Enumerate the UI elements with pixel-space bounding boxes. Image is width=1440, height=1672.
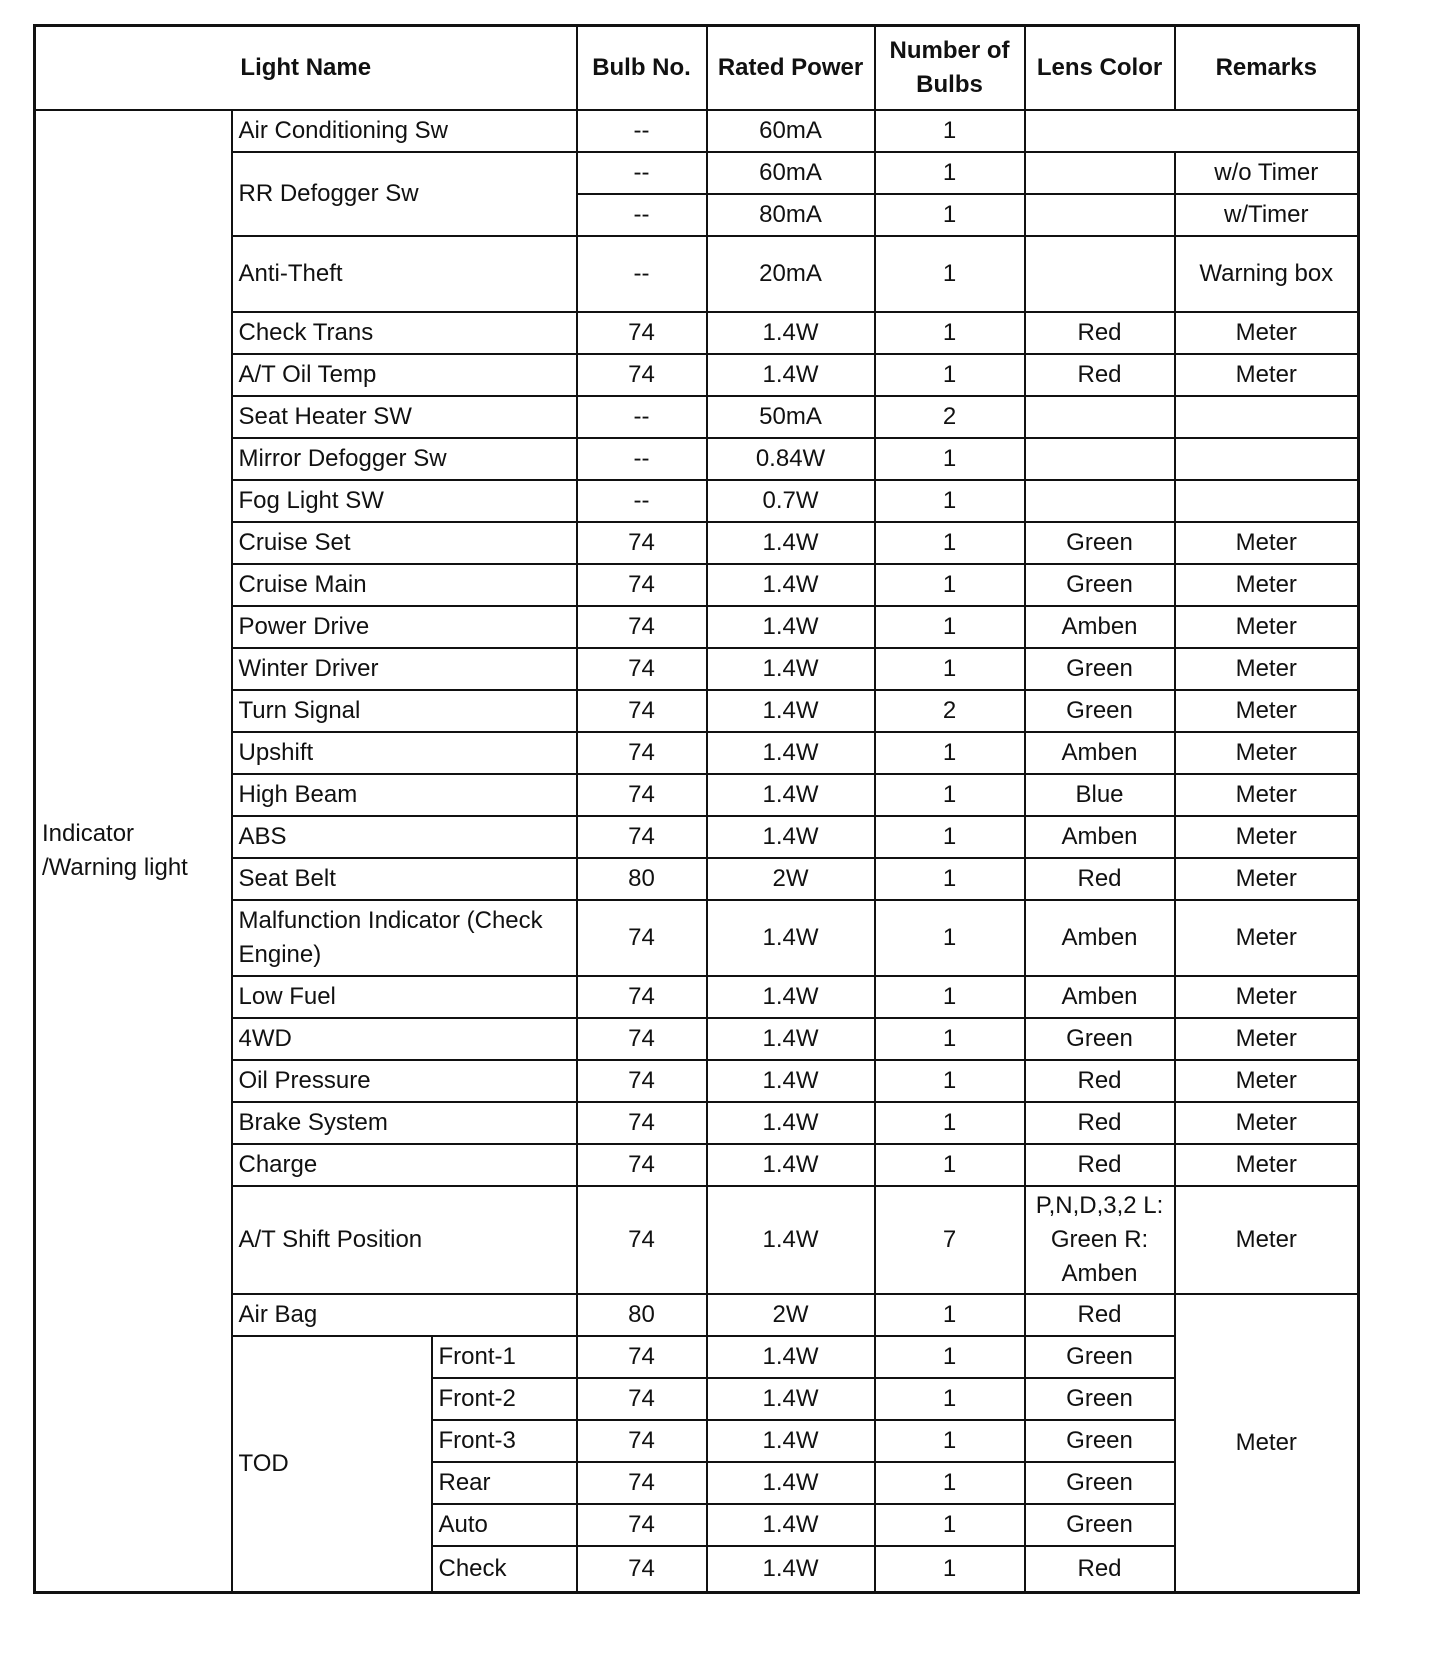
lens-color: Green — [1025, 1378, 1175, 1420]
light-name: Low Fuel — [232, 976, 577, 1018]
bulb-count: 1 — [875, 1420, 1025, 1462]
bulb-count: 1 — [875, 976, 1025, 1018]
remarks: Meter — [1175, 690, 1359, 732]
table-row — [35, 774, 1359, 816]
bulb-no: 74 — [577, 1546, 707, 1593]
rated-power: 50mA — [707, 396, 875, 438]
lens-color: Red — [1025, 354, 1175, 396]
table-row — [35, 110, 1359, 152]
rated-power: 1.4W — [707, 1378, 875, 1420]
light-name: Winter Driver — [232, 648, 577, 690]
light-name: Seat Belt — [232, 858, 577, 900]
bulb-no: 74 — [577, 648, 707, 690]
bulb-count: 1 — [875, 648, 1025, 690]
light-name: A/T Shift Position — [232, 1186, 577, 1294]
lens-color: Red — [1025, 1144, 1175, 1186]
lens-color — [1025, 236, 1175, 312]
rated-power: 1.4W — [707, 1420, 875, 1462]
bulb-count: 1 — [875, 236, 1025, 312]
rated-power: 1.4W — [707, 774, 875, 816]
lens-color — [1025, 438, 1175, 480]
tod-sub-name: Front-1 — [432, 1336, 577, 1378]
table-row — [35, 1294, 1359, 1336]
tod-label: TOD — [232, 1336, 432, 1593]
remarks: Meter — [1175, 976, 1359, 1018]
rated-power: 1.4W — [707, 1018, 875, 1060]
table-row — [35, 1186, 1359, 1294]
tod-sub-name: Front-3 — [432, 1420, 577, 1462]
bulb-count: 1 — [875, 564, 1025, 606]
remarks: Meter — [1175, 1186, 1359, 1294]
light-name: Anti-Theft — [232, 236, 577, 312]
table-row — [35, 1018, 1359, 1060]
bulb-no: 74 — [577, 1060, 707, 1102]
rated-power: 20mA — [707, 236, 875, 312]
remarks: Meter — [1175, 648, 1359, 690]
lens-color: Red — [1025, 1546, 1175, 1593]
bulb-no: -- — [577, 194, 707, 236]
light-name: A/T Oil Temp — [232, 354, 577, 396]
bulb-count: 1 — [875, 1504, 1025, 1546]
light-name: RR Defogger Sw — [232, 152, 577, 236]
lens-color — [1025, 194, 1175, 236]
lens-color — [1025, 480, 1175, 522]
rated-power: 1.4W — [707, 1546, 875, 1593]
bulb-count: 1 — [875, 152, 1025, 194]
bulb-count: 1 — [875, 900, 1025, 976]
rated-power: 1.4W — [707, 564, 875, 606]
bulb-no: 74 — [577, 1144, 707, 1186]
light-name: Cruise Set — [232, 522, 577, 564]
bulb-no: -- — [577, 480, 707, 522]
remarks: Meter — [1175, 354, 1359, 396]
bulb-count: 1 — [875, 522, 1025, 564]
bulb-count: 1 — [875, 1336, 1025, 1378]
rated-power: 1.4W — [707, 522, 875, 564]
rated-power: 0.84W — [707, 438, 875, 480]
tod-sub-name: Front-2 — [432, 1378, 577, 1420]
lens-color: Amben — [1025, 606, 1175, 648]
bulb-no: 74 — [577, 606, 707, 648]
lens-color — [1025, 110, 1359, 152]
lens-color: Green — [1025, 564, 1175, 606]
table-row — [35, 858, 1359, 900]
rated-power: 1.4W — [707, 354, 875, 396]
remarks: Meter — [1175, 816, 1359, 858]
bulb-count: 2 — [875, 690, 1025, 732]
header-bulb-no: Bulb No. — [577, 26, 707, 111]
rated-power: 1.4W — [707, 1060, 875, 1102]
bulb-no: 74 — [577, 1186, 707, 1294]
bulb-no: 74 — [577, 900, 707, 976]
bulb-no: 74 — [577, 732, 707, 774]
bulb-no: -- — [577, 236, 707, 312]
table-row — [35, 312, 1359, 354]
light-name: 4WD — [232, 1018, 577, 1060]
lens-color: Amben — [1025, 900, 1175, 976]
rated-power: 1.4W — [707, 1336, 875, 1378]
bulb-count: 1 — [875, 1378, 1025, 1420]
table-row — [35, 438, 1359, 480]
bulb-count: 1 — [875, 438, 1025, 480]
bulb-count: 1 — [875, 732, 1025, 774]
light-name: Oil Pressure — [232, 1060, 577, 1102]
bulb-no: 74 — [577, 1504, 707, 1546]
remarks: Meter — [1175, 312, 1359, 354]
header-remarks: Remarks — [1175, 26, 1359, 111]
remarks: Meter — [1175, 858, 1359, 900]
remarks: w/Timer — [1175, 194, 1359, 236]
group-label: Indicator /Warning light — [35, 110, 232, 1593]
remarks: Meter — [1175, 732, 1359, 774]
remarks: Warning box — [1175, 236, 1359, 312]
lens-color: Green — [1025, 648, 1175, 690]
bulb-no: 74 — [577, 774, 707, 816]
table-row — [35, 976, 1359, 1018]
table-row — [35, 1102, 1359, 1144]
lens-color: Red — [1025, 1102, 1175, 1144]
bulb-count: 1 — [875, 312, 1025, 354]
bulb-count: 7 — [875, 1186, 1025, 1294]
lens-color: Amben — [1025, 816, 1175, 858]
bulb-count: 1 — [875, 816, 1025, 858]
light-name: Charge — [232, 1144, 577, 1186]
remarks: w/o Timer — [1175, 152, 1359, 194]
light-name: Turn Signal — [232, 690, 577, 732]
bulb-count: 1 — [875, 480, 1025, 522]
rated-power: 1.4W — [707, 648, 875, 690]
remarks: Meter — [1175, 1144, 1359, 1186]
table-row — [35, 648, 1359, 690]
remarks: Meter — [1175, 1018, 1359, 1060]
header-light-name: Light Name — [35, 26, 577, 111]
bulb-no: 74 — [577, 1378, 707, 1420]
bulb-no: 80 — [577, 1294, 707, 1336]
table-row — [35, 816, 1359, 858]
light-name: Air Bag — [232, 1294, 577, 1336]
rated-power: 80mA — [707, 194, 875, 236]
bulb-count: 1 — [875, 1060, 1025, 1102]
bulb-count: 1 — [875, 1462, 1025, 1504]
tod-sub-name: Check — [432, 1546, 577, 1593]
remarks — [1175, 438, 1359, 480]
rated-power: 2W — [707, 858, 875, 900]
rated-power: 1.4W — [707, 816, 875, 858]
light-name: Upshift — [232, 732, 577, 774]
lens-color: Green — [1025, 1336, 1175, 1378]
light-name: Malfunction Indicator (Check Engine) — [232, 900, 577, 976]
bulb-count: 1 — [875, 1294, 1025, 1336]
rated-power: 1.4W — [707, 1186, 875, 1294]
rated-power: 1.4W — [707, 1102, 875, 1144]
header-row — [35, 26, 1359, 111]
bulb-count: 1 — [875, 110, 1025, 152]
bulb-count: 1 — [875, 774, 1025, 816]
light-name: Seat Heater SW — [232, 396, 577, 438]
remarks: Meter — [1175, 522, 1359, 564]
rated-power: 1.4W — [707, 976, 875, 1018]
rated-power: 60mA — [707, 110, 875, 152]
bulb-no: -- — [577, 152, 707, 194]
bulb-no: 74 — [577, 816, 707, 858]
light-name: High Beam — [232, 774, 577, 816]
light-name: Brake System — [232, 1102, 577, 1144]
rated-power: 1.4W — [707, 606, 875, 648]
table-row — [35, 396, 1359, 438]
bulb-no: 74 — [577, 690, 707, 732]
rated-power: 1.4W — [707, 1504, 875, 1546]
remarks: Meter — [1175, 1102, 1359, 1144]
remarks — [1175, 480, 1359, 522]
light-name: Power Drive — [232, 606, 577, 648]
remarks: Meter — [1175, 900, 1359, 976]
remarks: Meter — [1175, 1294, 1359, 1593]
table-row — [35, 564, 1359, 606]
rated-power: 1.4W — [707, 312, 875, 354]
table-row — [35, 690, 1359, 732]
rated-power: 2W — [707, 1294, 875, 1336]
lens-color: Red — [1025, 1294, 1175, 1336]
lens-color: Green — [1025, 522, 1175, 564]
table-row — [35, 480, 1359, 522]
bulb-no: 80 — [577, 858, 707, 900]
rated-power: 1.4W — [707, 1462, 875, 1504]
light-name: Mirror Defogger Sw — [232, 438, 577, 480]
bulb-count: 1 — [875, 1018, 1025, 1060]
lens-color: Red — [1025, 312, 1175, 354]
light-name: Fog Light SW — [232, 480, 577, 522]
rated-power: 0.7W — [707, 480, 875, 522]
header-lens-color: Lens Color — [1025, 26, 1175, 111]
bulb-no: 74 — [577, 312, 707, 354]
lens-color: Green — [1025, 1420, 1175, 1462]
table-row — [35, 732, 1359, 774]
table-row — [35, 354, 1359, 396]
bulb-count: 1 — [875, 606, 1025, 648]
tod-sub-name: Rear — [432, 1462, 577, 1504]
light-name: Check Trans — [232, 312, 577, 354]
bulb-count: 2 — [875, 396, 1025, 438]
lens-color: Amben — [1025, 976, 1175, 1018]
rated-power: 1.4W — [707, 900, 875, 976]
rated-power: 1.4W — [707, 690, 875, 732]
lens-color: Amben — [1025, 732, 1175, 774]
lens-color — [1025, 396, 1175, 438]
bulb-spec-table — [33, 24, 1360, 1594]
table-row — [35, 1144, 1359, 1186]
bulb-no: -- — [577, 110, 707, 152]
bulb-no: 74 — [577, 1102, 707, 1144]
bulb-count: 1 — [875, 1546, 1025, 1593]
remarks — [1175, 396, 1359, 438]
table-row — [35, 1336, 1359, 1378]
table-row — [35, 1060, 1359, 1102]
lens-color: P,N,D,3,2 L: Green R: Amben — [1025, 1186, 1175, 1294]
rated-power: 1.4W — [707, 732, 875, 774]
table-row — [35, 236, 1359, 312]
table-row — [35, 606, 1359, 648]
bulb-count: 1 — [875, 354, 1025, 396]
remarks: Meter — [1175, 774, 1359, 816]
lens-color: Green — [1025, 1504, 1175, 1546]
lens-color: Green — [1025, 690, 1175, 732]
bulb-no: 74 — [577, 354, 707, 396]
lens-color: Red — [1025, 1060, 1175, 1102]
lens-color: Green — [1025, 1462, 1175, 1504]
lens-color — [1025, 152, 1175, 194]
bulb-count: 1 — [875, 194, 1025, 236]
remarks: Meter — [1175, 564, 1359, 606]
bulb-no: -- — [577, 438, 707, 480]
table-row — [35, 152, 1359, 194]
remarks: Meter — [1175, 1060, 1359, 1102]
bulb-no: 74 — [577, 522, 707, 564]
bulb-no: 74 — [577, 1462, 707, 1504]
light-name: ABS — [232, 816, 577, 858]
bulb-no: 74 — [577, 1336, 707, 1378]
header-number-of-bulbs: Number of Bulbs — [875, 26, 1025, 111]
bulb-no: 74 — [577, 564, 707, 606]
rated-power: 1.4W — [707, 1144, 875, 1186]
rated-power: 60mA — [707, 152, 875, 194]
bulb-count: 1 — [875, 1102, 1025, 1144]
lens-color: Red — [1025, 858, 1175, 900]
bulb-count: 1 — [875, 858, 1025, 900]
bulb-no: 74 — [577, 1420, 707, 1462]
header-rated-power: Rated Power — [707, 26, 875, 111]
light-name: Cruise Main — [232, 564, 577, 606]
table-row — [35, 522, 1359, 564]
light-name: Air Conditioning Sw — [232, 110, 577, 152]
bulb-count: 1 — [875, 1144, 1025, 1186]
remarks: Meter — [1175, 606, 1359, 648]
lens-color: Green — [1025, 1018, 1175, 1060]
lens-color: Blue — [1025, 774, 1175, 816]
bulb-no: 74 — [577, 1018, 707, 1060]
bulb-no: -- — [577, 396, 707, 438]
table-row — [35, 900, 1359, 976]
bulb-no: 74 — [577, 976, 707, 1018]
tod-sub-name: Auto — [432, 1504, 577, 1546]
